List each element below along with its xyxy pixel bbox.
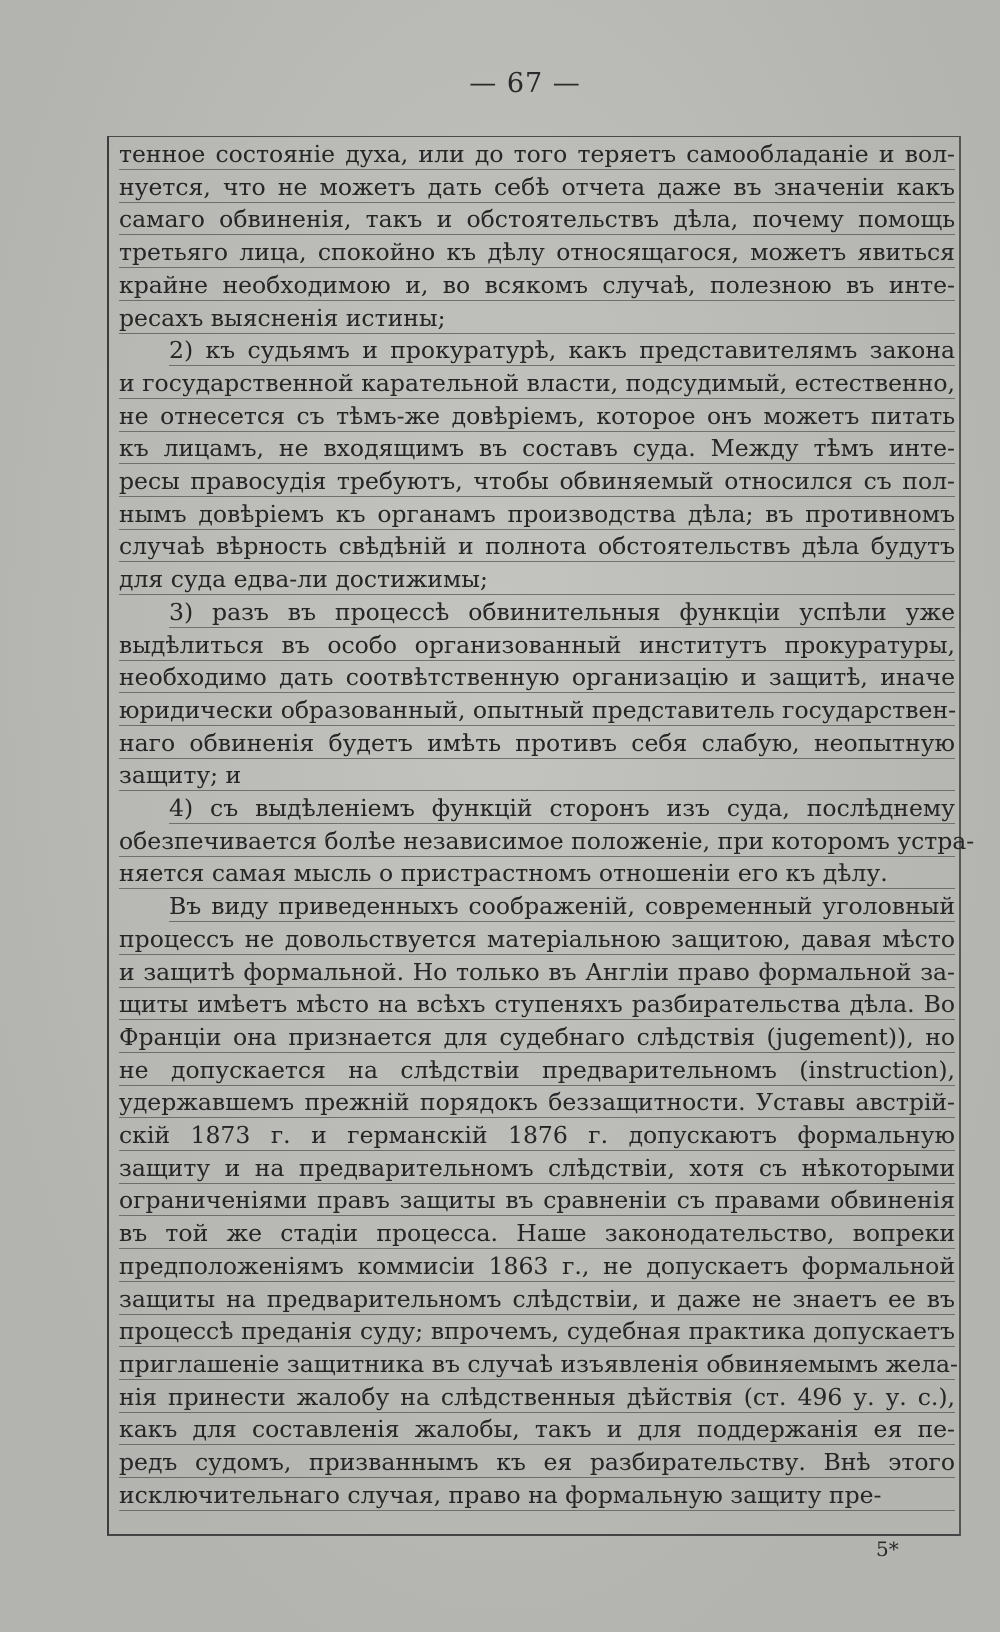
text-line: обезпечивается болѣе независимое положенiе, при которомъ устра-	[119, 826, 975, 855]
text-line: Въ виду приведенныхъ соображенiй, современный уголовный	[169, 892, 955, 921]
text-line: процессъ не довольствуется матерiальною защитою, давая мѣсто	[119, 924, 955, 953]
text-line: и защитѣ формальной. Но только въ Англiи право формальной за-	[119, 957, 955, 986]
text-line: няется самая мысль о пристрастномъ отношенiи его къ дѣлу.	[119, 858, 955, 889]
text-line: случаѣ вѣрность свѣдѣнiй и полнота обстоятельствъ дѣла будутъ	[119, 532, 955, 561]
text-line: не отнесется съ тѣмъ-же довѣрiемъ, которое онъ можетъ питать	[119, 401, 955, 430]
text-line: необходимо дать соотвѣтственную организацiю и защитѣ, иначе	[119, 663, 955, 692]
text-line: ресахъ выясненiя истины;	[119, 303, 955, 334]
text-line: самаго обвиненiя, такъ и обстоятельствъ дѣла, почему помощь	[119, 205, 955, 234]
text-line: предположенiямъ коммисiи 1863 г., не допускаетъ формальной	[119, 1251, 955, 1280]
text-line: исключительнаго случая, право на формальную защиту пре-	[119, 1480, 955, 1511]
text-line: выдѣлиться въ особо организованный институтъ прокуратуры,	[119, 630, 955, 659]
text-line: приглашенiе защитника въ случаѣ изъявленiя обвиняемымъ жела-	[119, 1349, 958, 1378]
text-line: 3) разъ въ процессѣ обвинительныя функцiи успѣли уже	[169, 597, 955, 626]
text-line: третьяго лица, спокойно къ дѣлу относящагося, можетъ явиться	[119, 238, 955, 267]
text-line: 2) къ судьямъ и прокуратурѣ, какъ представителямъ закона	[169, 336, 955, 365]
text-line: процессѣ преданiя суду; впрочемъ, судебная практика допускаетъ	[119, 1317, 955, 1346]
text-line: скiй 1873 г. и германскiй 1876 г. допускаютъ формальную	[119, 1121, 955, 1149]
text-line: какъ для составленiя жалобы, такъ и для поддержанiя ея пе-	[119, 1415, 955, 1444]
text-line: защиты на предварительномъ слѣдствiи, и даже не знаетъ ее въ	[119, 1284, 955, 1313]
text-line: юридически образованный, опытный представитель государствен-	[119, 695, 957, 724]
text-line: Францiи она признается для судебнаго слѣдствiя (jugement)), но	[119, 1022, 955, 1051]
text-line: въ той же стадiи процесса. Наше законодательство, вопреки	[119, 1219, 955, 1248]
text-line: къ лицамъ, не входящимъ въ составъ суда. Между тѣмъ инте-	[119, 434, 955, 463]
text-line: не допускается на слѣдствiи предварительномъ (instruction),	[119, 1055, 955, 1084]
text-line: удержавшемъ прежнiй порядокъ беззащитности. Уставы австрiй-	[119, 1088, 955, 1117]
text-line: и государственной карательной власти, подсудимый, естественно,	[119, 368, 955, 397]
text-line: 4) съ выдѣленiемъ функцiй сторонъ изъ суда, послѣднему	[169, 794, 955, 822]
text-line: щиты имѣетъ мѣсто на всѣхъ ступеняхъ разбирательства дѣла. Во	[119, 990, 955, 1019]
text-line: защиту; и	[119, 760, 955, 791]
page-number: — 67 —	[469, 68, 581, 99]
text-line: крайне необходимою и, во всякомъ случаѣ, полезною въ инте-	[119, 270, 955, 299]
text-line: редъ судомъ, призваннымъ къ ея разбирательству. Внѣ этого	[119, 1448, 955, 1476]
text-block	[107, 136, 975, 1536]
text-line: для суда едва-ли достижимы;	[119, 564, 955, 595]
text-line: ресы правосудiя требуютъ, чтобы обвиняемый относился съ пол-	[119, 467, 955, 495]
signature-mark: 5*	[876, 1537, 899, 1561]
text-line: ограниченiями правъ защиты въ сравненiи съ правами обвиненiя	[119, 1186, 955, 1215]
text-line: наго обвиненiя будетъ имѣть противъ себя слабую, неопытную	[119, 728, 955, 757]
text-line: нiя принести жалобу на слѣдственныя дѣйствiя (ст. 496 у. у. с.),	[119, 1382, 955, 1411]
text-line: нымъ довѣрiемъ къ органамъ производства дѣла; въ противномъ	[119, 499, 955, 528]
text-line: тенное состоянiе духа, или до того теряетъ самообладанiе и вол-	[119, 140, 955, 168]
text-line: защиту и на предварительномъ слѣдствiи, хотя съ нѣкоторыми	[119, 1153, 955, 1182]
text-line: нуется, что не можетъ дать себѣ отчета даже въ значенiи какъ	[119, 172, 955, 201]
